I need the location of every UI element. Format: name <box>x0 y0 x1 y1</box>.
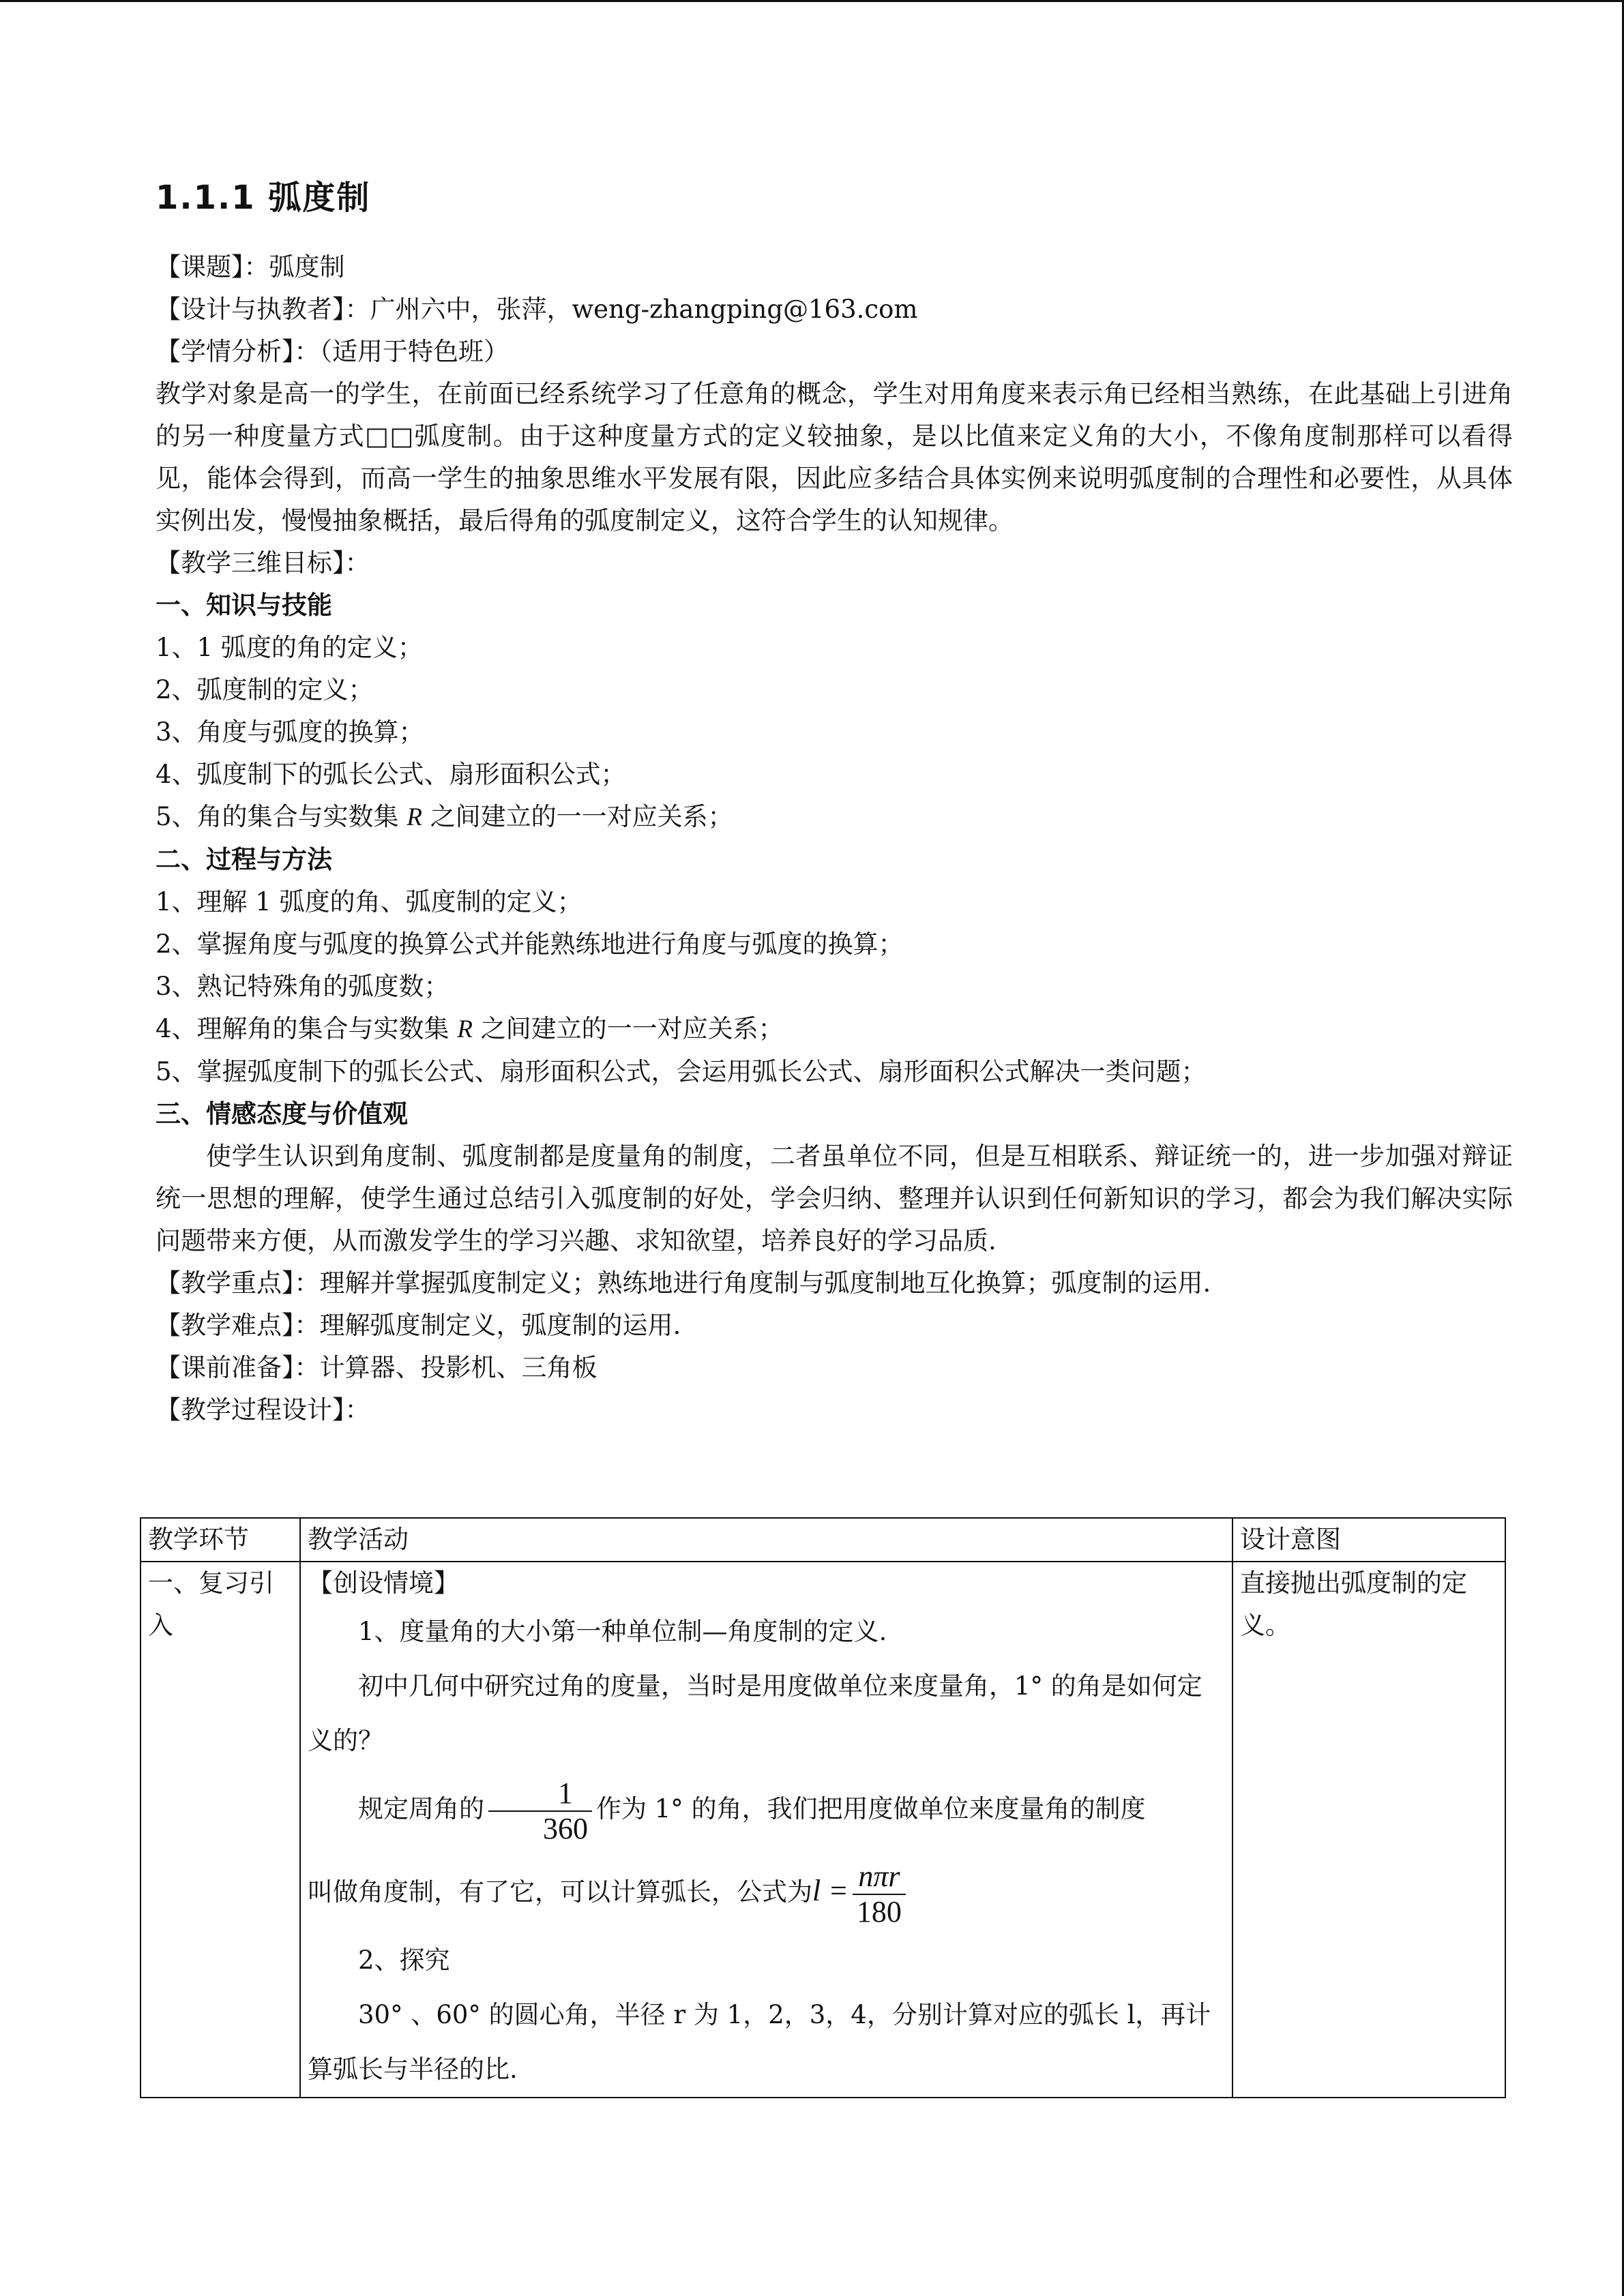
section3-text: 使学生认识到角度制、弧度制都是度量角的制度，二者虽单位不同，但是互相联系、辩证统一的，进一步加强对辩证统一思想的理解，使学生通过总结引入弧度制的好处，学会归纳、整理并认识到任何新知识的学习，都会为我们解决实际问题带来方便，从而激发学生的学习兴趣、求知欲望，培养良好的学习品质. <box>156 1142 1513 1255</box>
stage-cell: 一、复习引入 <box>141 1562 300 2098</box>
math-variable: R <box>457 1015 473 1043</box>
table-header-row <box>141 1518 1505 1562</box>
scenario-label: 【创设情境】 <box>308 1568 459 1598</box>
document-content <box>156 174 1513 1431</box>
section2-item: 2、掌握角度与弧度的换算公式并能熟练地进行角度与弧度的换算； <box>156 929 904 959</box>
section1-item: 5、角的集合与实数集 R 之间建立的一一对应关系； <box>156 802 733 831</box>
page-title: 1.1.1 弧度制 <box>156 179 371 217</box>
section1-heading: 一、知识与技能 <box>156 591 332 620</box>
section1-item: 1、1 弧度的角的定义； <box>156 633 423 662</box>
section2-item: 3、熟记特殊角的弧度数； <box>156 972 449 1001</box>
section3-heading: 三、情感态度与价值观 <box>156 1099 408 1129</box>
fraction-arc-length: $\frac{\text{nπr}}{180}$ <box>853 1860 906 1929</box>
fraction-1-over-360: $\frac{1}{360}$ <box>488 1776 592 1846</box>
section2-item: 4、理解角的集合与实数集 R 之间建立的一一对应关系； <box>156 1014 784 1043</box>
header-cell: 教学环节 <box>141 1518 300 1562</box>
header-cell: 设计意图 <box>1232 1518 1505 1562</box>
table-row <box>141 1562 1505 2098</box>
preparation: 【课前准备】：计算器、投影机、三角板 <box>156 1353 597 1382</box>
header-cell: 教学活动 <box>300 1518 1232 1562</box>
difficulties: 【教学难点】：理解弧度制定义，弧度制的运用. <box>156 1311 681 1340</box>
activity-paragraph: 规定周角的 $\frac{1}{360}$ 作为 1° 的角，我们把用度做单位来度量角的制度 <box>358 1776 1146 1845</box>
math-variable: R <box>407 803 422 831</box>
section1-item: 3、角度与弧度的换算； <box>156 717 424 747</box>
activity-cell <box>300 1562 1232 2098</box>
student-analysis-text: 教学对象是高一的学生，在前面已经系统学习了任意角的概念，学生对用角度来表示角已经相当熟练，在此基础上引进角的另一种度量方式□□弧度制。由于这种度量方式的定义较抽象，是以比值来定义角的大小，不像角度制那样可以看得见，能体会得到，而高一学生的抽象思维水平发展有限，因此应多结合具体实例来说明弧度制的合理性和必要性，从具体实例出发，慢慢抽象概括，最后得角的弧度制定义，这符合学生的认知规律。 <box>156 379 1513 535</box>
section2-item: 1、理解 1 弧度的角、弧度制的定义； <box>156 887 582 916</box>
activity-paragraph: 叫做角度制，有了它，可以计算弧长，公式为l = $\frac{\text{nπr}}{180}$ <box>308 1850 1225 1933</box>
activity-paragraph: 1、度量角的大小第一种单位制—角度制的定义. <box>358 1617 887 1646</box>
section2-item: 5、掌握弧度制下的弧长公式、扇形面积公式，会运用弧长公式、扇形面积公式解决一类问题； <box>156 1057 1207 1086</box>
teaching-process-table <box>140 1517 1506 2098</box>
activity-paragraph: 30° 、60° 的圆心角，半径 r 为 1，2，3，4，分别计算对应的弧长 l，再计算弧长与半径的比. <box>308 2000 1211 2084</box>
formula-lhs: l = <box>812 1874 848 1907</box>
key-points: 【教学重点】：理解并掌握弧度制定义；熟练地进行角度制与弧度制地互化换算；弧度制的运用. <box>156 1268 1211 1298</box>
activity-paragraph: 2、探究 <box>358 1945 450 1975</box>
lesson-author: 【设计与执教者】：广州六中，张萍，weng-zhangping@163.com <box>156 295 918 324</box>
activity-paragraph: 初中几何中研究过角的度量，当时是用度做单位来度量角，1° 的角是如何定义的？ <box>308 1671 1202 1755</box>
top-border <box>0 0 1624 2</box>
section1-item: 2、弧度制的定义； <box>156 675 374 704</box>
student-analysis-label: 【学情分析】：（适用于特色班） <box>156 337 509 366</box>
lesson-topic: 【课题】：弧度制 <box>156 252 345 282</box>
section2-heading: 二、过程与方法 <box>156 845 332 874</box>
section1-item: 4、弧度制下的弧长公式、扇形面积公式； <box>156 760 626 789</box>
process-label: 【教学过程设计】： <box>156 1395 370 1425</box>
goals-label: 【教学三维目标】： <box>156 548 370 578</box>
intent-cell: 直接抛出弧度制的定义。 <box>1232 1562 1505 2098</box>
